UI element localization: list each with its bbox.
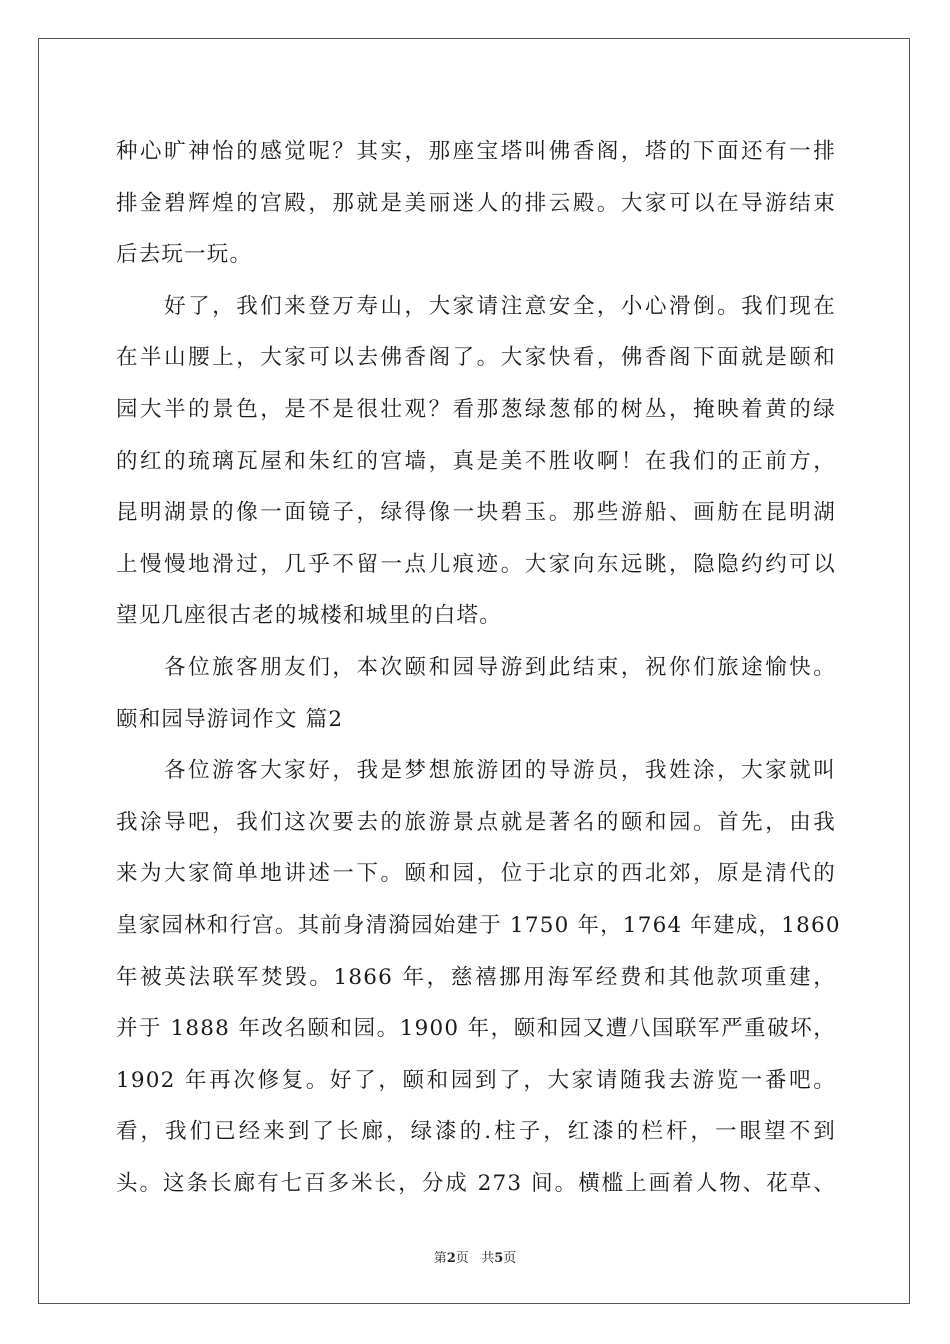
text-line: 各位旅客朋友们，本次颐和园导游到此结束，祝你们旅途愉快。 (116, 654, 836, 680)
text-line: 种心旷神怡的感觉呢？其实，那座宝塔叫佛香阁，塔的下面还有一排 (116, 139, 836, 164)
text-line: 各位游客大家好，我是梦想旅游团的导游员，我姓涂，大家就叫 (116, 758, 836, 784)
text-line: 并于 1888 年改名颐和园。1900 年，颐和园又遭八国联军严重破坏， (116, 1016, 836, 1042)
text-line: 后去玩一玩。 (116, 242, 253, 268)
text-line: 排金碧辉煌的宫殿，那就是美丽迷人的排云殿。大家可以在导游结束 (116, 190, 836, 216)
text-line: 好了，我们来登万寿山，大家请注意安全，小心滑倒。我们现在 (116, 293, 836, 319)
text-line: 望见几座很古老的城楼和城里的白塔。 (116, 603, 502, 629)
footer-page-number: 2 (446, 1251, 456, 1266)
text-line: 1902 年再次修复。好了，颐和园到了，大家请随我去游览一番吧。 (116, 1067, 836, 1093)
footer-total-suffix: 页 (503, 1251, 517, 1266)
text-line: 年被英法联军焚毁。1866 年，慈禧挪用海军经费和其他款项重建， (116, 964, 836, 990)
text-line: 上慢慢地滑过，几乎不留一点儿痕迹。大家向东远眺，隐隐约约可以 (116, 551, 836, 577)
text-line: 颐和园导游词作文 篇2 (116, 706, 344, 732)
text-line: 我涂导吧，我们这次要去的旅游景点就是著名的颐和园。首先，由我 (116, 809, 836, 835)
text-line: 昆明湖景的像一面镜子，绿得像一块碧玉。那些游船、画舫在昆明湖 (116, 500, 836, 526)
footer-page-prefix: 第 (433, 1251, 447, 1266)
text-line: 头。这条长廊有七百多米长，分成 273 间。横槛上画着人物、花草、 (116, 1170, 836, 1196)
text-line: 皇家园林和行宫。其前身清漪园始建于 1750 年，1764 年建成，1860 (116, 912, 841, 938)
text-line: 在半山腰上，大家可以去佛香阁了。大家快看，佛香阁下面就是颐和 (116, 345, 836, 371)
text-line: 看，我们已经来到了长廊，绿漆的.柱子，红漆的栏杆，一眼望不到 (116, 1119, 836, 1145)
text-line: 的红的琉璃瓦屋和朱红的宫墙，真是美不胜收啊！在我们的正前方， (116, 448, 836, 474)
page-footer (0, 1247, 950, 1266)
footer-total-prefix: 共 (481, 1251, 495, 1266)
text-line: 来为大家简单地讲述一下。颐和园，位于北京的西北郊，原是清代的 (116, 861, 836, 887)
text-line: 园大半的景色，是不是很壮观？看那葱绿葱郁的树丛，掩映着黄的绿 (116, 396, 836, 422)
footer-total-pages: 5 (494, 1251, 504, 1266)
footer-page-suffix: 页 (455, 1251, 469, 1266)
document-body (116, 126, 841, 1209)
